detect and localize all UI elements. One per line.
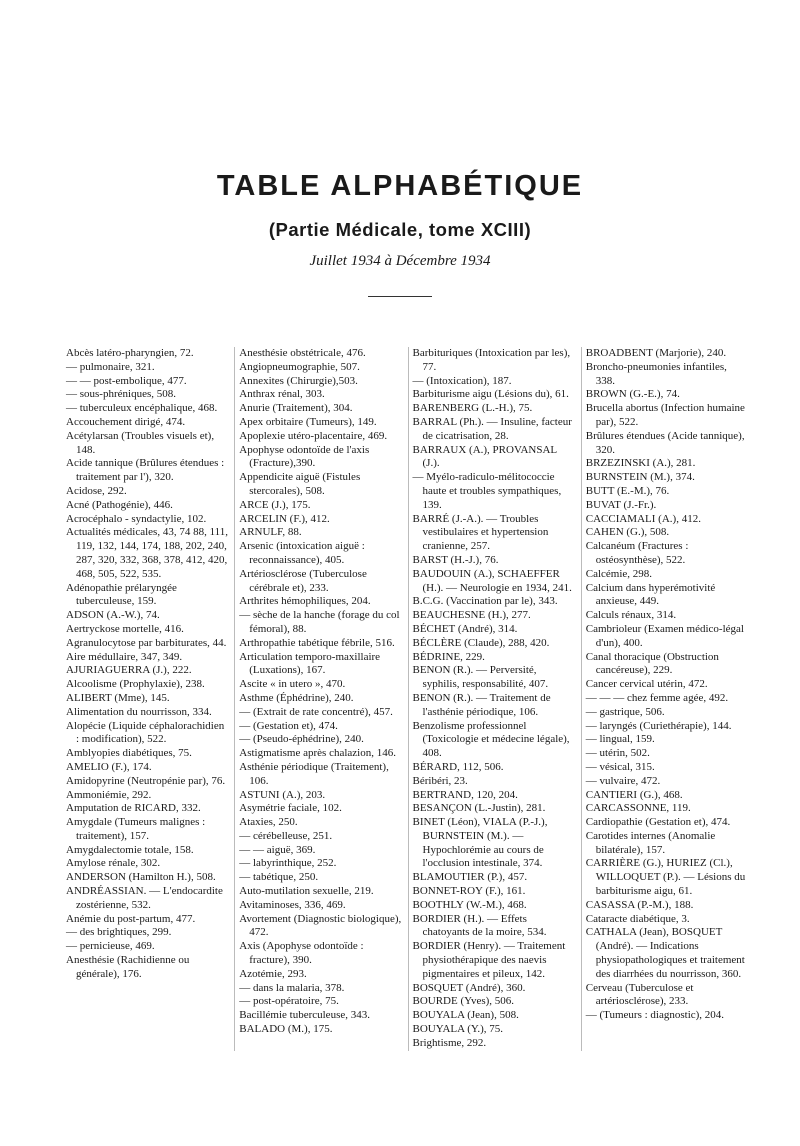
index-entry: — vulvaire, 472.: [585, 774, 661, 787]
index-entry: — sèche de la hanche (forage du col fémoral), 88.: [239, 609, 400, 635]
index-entry: BROWN (G.-E.), 74.: [585, 388, 680, 401]
index-entry: BORDIER (Henry). — Traitement physiothérapique des naevis pigmentaires et pileux, 142.: [412, 940, 566, 980]
index-entry: Amylose rénale, 302.: [66, 857, 161, 870]
index-entry: Amputation de RICARD, 332.: [66, 802, 201, 815]
index-entry: BÉDRINE, 229.: [412, 650, 485, 663]
index-entry: BAUDOUIN (A.), SCHAEFFER (H.). — Neurologie en 1934, 241.: [412, 567, 572, 594]
index-entry: Agranulocytose par barbiturates, 44.: [66, 636, 227, 649]
index-entry: — gastrique, 506.: [585, 705, 665, 718]
index-entry: Calcium dans hyperémotivité anxieuse, 449.: [585, 581, 716, 608]
index-column-1: [66, 347, 228, 1051]
page-title: TABLE ALPHABÉTIQUE: [216, 170, 584, 202]
index-entry: Angiopneumographie, 507.: [239, 360, 360, 373]
index-entry: Asthénie périodique (Traitement), 106.: [239, 760, 389, 787]
index-entry: BARRAL (Ph.). — Insuline, facteur de cicatrisation, 28.: [412, 415, 572, 442]
index-entry: Anémie du post-partum, 477.: [66, 912, 196, 925]
index-entry: Anesthésie obstétricale, 476.: [239, 347, 366, 359]
index-entry: Cerveau (Tuberculose et artériosclérose), 233.: [585, 981, 694, 1008]
index-entry: Ascite « in utero », 470.: [239, 678, 346, 691]
page-header: [0, 170, 800, 297]
index-entry: BOUYALA (Y.), 75.: [412, 1023, 504, 1036]
index-entry: Anesthésie (Rachidienne ou générale), 176.: [66, 954, 190, 980]
index-entry: Arthrites hémophiliques, 204.: [239, 595, 371, 608]
index-entry: Apex orbitaire (Tumeurs), 149.: [239, 415, 377, 428]
index-entry: — pulmonaire, 321.: [66, 360, 155, 373]
index-entry: B.C.G. (Vaccination par le), 343.: [412, 595, 558, 608]
index-entry: Amygdale (Tumeurs malignes : traitement), 157.: [66, 816, 206, 842]
index-entry: Alimentation du nourrisson, 334.: [66, 705, 212, 718]
index-entry: — laryngés (Curiethérapie), 144.: [585, 719, 732, 732]
index-entry: Ammoniémie, 292.: [66, 788, 152, 801]
index-entry: Canal thoracique (Obstruction cancéreuse), 229.: [585, 650, 719, 677]
index-entry: — (Tumeurs : diagnostic), 204.: [585, 1009, 725, 1022]
index-entry: Asthme (Éphédrine), 240.: [239, 691, 354, 704]
index-entry: — post-opératoire, 75.: [239, 995, 339, 1008]
index-entry: Azotémie, 293.: [239, 967, 307, 980]
index-entry: Carotides internes (Anomalie bilatérale), 157.: [585, 829, 716, 856]
index-entry: BARRAUX (A.), PROVANSAL (J.).: [412, 443, 557, 470]
index-entry: Acrocéphalo - syndactylie, 102.: [66, 512, 207, 525]
index-entry: Aire médullaire, 347, 349.: [66, 650, 183, 663]
index-entry: BENON (R.). — Traitement de l'asthénie périodique, 106.: [412, 691, 551, 718]
index-entry: BEAUCHESNE (H.), 277.: [412, 609, 531, 622]
index-entry: Aertryckose mortelle, 416.: [66, 622, 184, 635]
index-entry: BESANÇON (L.-Justin), 281.: [412, 802, 546, 815]
index-entry: — tabétique, 250.: [239, 871, 319, 884]
index-entry: BARRÉ (J.-A.). — Troubles vestibulaires et hypertension cranienne, 257.: [412, 512, 549, 553]
index-entry: Arsenic (intoxication aiguë : reconnaissance), 405.: [239, 540, 365, 566]
index-entry: BORDIER (H.). — Effets chatoyants de la moire, 534.: [412, 912, 547, 939]
index-entry: ARCE (J.), 175.: [239, 498, 311, 511]
index-entry: BOURDE (Yves), 506.: [412, 995, 515, 1008]
index-entry: — dans la malaria, 378.: [239, 981, 345, 994]
index-entry: BERTRAND, 120, 204.: [412, 788, 518, 801]
index-entry: BUVAT (J.-Fr.).: [585, 498, 657, 511]
index-entry: Calcanéum (Fractures : ostéosynthèse), 522.: [585, 540, 689, 566]
index-entry: BARENBERG (L.-H.), 75.: [412, 402, 533, 415]
index-entry: Accouchement dirigé, 474.: [66, 415, 186, 428]
index-entry: CANTIERI (G.), 468.: [585, 788, 683, 801]
index-entry: BLAMOUTIER (P.), 457.: [412, 871, 528, 884]
index-entry: Adénopathie prélaryngée tuberculeuse, 159.: [66, 581, 177, 608]
index-entry: Brucella abortus (Infection humaine par), 522.: [585, 402, 745, 428]
index-entry: ANDRÉASSIAN. — L'endocardite zostérienne, 532.: [66, 885, 223, 911]
index-entry: Barbituriques (Intoxication par les), 77.: [412, 347, 571, 373]
index-entry: BÉCHET (André), 314.: [412, 622, 518, 635]
index-entry: — tuberculeux encéphalique, 468.: [66, 402, 218, 415]
index-entry: CASASSA (P.-M.), 188.: [585, 898, 694, 911]
index-entry: ARCELIN (F.), 412.: [239, 512, 330, 525]
index-column-4: [581, 347, 748, 1051]
index-entry: Appendicite aiguë (Fistules stercorales), 508.: [239, 471, 361, 497]
index-entry: — pernicieuse, 469.: [66, 940, 155, 953]
index-entry: Amidopyrine (Neutropénie par), 76.: [66, 774, 226, 787]
index-entry: — labyrinthique, 252.: [239, 857, 337, 870]
index-entry: CARRIÈRE (G.), HURIEZ (Cl.), WILLOQUET (P.). — Lésions du barbiturisme aigu, 61.: [585, 857, 746, 898]
index-entry: — — post-embolique, 477.: [66, 374, 187, 387]
index-entry: AMELIO (F.), 174.: [66, 760, 152, 773]
index-entry: Anthrax rénal, 303.: [239, 388, 325, 401]
index-entry: AJURIAGUERRA (J.), 222.: [66, 664, 192, 677]
index-entry: ADSON (A.-W.), 74.: [66, 609, 160, 622]
index-entry: BONNET-ROY (F.), 161.: [412, 885, 526, 898]
index-entry: Amygdalectomie totale, 158.: [66, 843, 194, 856]
index-entry: Anurie (Traitement), 304.: [239, 402, 353, 415]
index-entry: ANDERSON (Hamilton H.), 508.: [66, 871, 216, 884]
index-entry: Arthropathie tabétique fébrile, 516.: [239, 636, 395, 649]
index-entry: CATHALA (Jean), BOSQUET (André). — Indications physiopathologiques et traitement des diarrhées du nourrisson, 360.: [585, 926, 745, 980]
title-divider: [368, 296, 432, 297]
index-entry: CACCIAMALI (A.), 412.: [585, 512, 701, 525]
index-entry: — (Pseudo-éphédrine), 240.: [239, 733, 364, 746]
index-entry: Avortement (Diagnostic biologique), 472.: [239, 912, 402, 939]
index-entry: BENON (R.). — Perversité, syphilis, responsabilité, 407.: [412, 664, 549, 691]
index-entry: Cataracte diabétique, 3.: [585, 912, 690, 925]
index-entry: ALIBERT (Mme), 145.: [66, 691, 170, 704]
index-entry: Auto-mutilation sexuelle, 219.: [239, 885, 374, 898]
index-entry: Cancer cervical utérin, 472.: [585, 678, 708, 691]
index-entry: Apophyse odontoïde de l'axis (Fracture),390.: [239, 443, 370, 470]
index-entry: Axis (Apophyse odontoïde : fracture), 390.: [239, 940, 364, 967]
index-entry: — (Gestation et), 474.: [239, 719, 338, 732]
index-entry: ARNULF, 88.: [239, 526, 302, 539]
index-columns: [66, 347, 748, 1051]
index-entry: Acné (Pathogénie), 446.: [66, 498, 173, 511]
date-range: Juillet 1934 à Décembre 1934: [309, 253, 491, 269]
index-entry: Acétylarsan (Troubles visuels et), 148.: [66, 429, 215, 456]
index-entry: Benzolisme professionnel (Toxicologie et médecine légale), 408.: [412, 719, 570, 760]
index-entry: Alcoolisme (Prophylaxie), 238.: [66, 678, 205, 691]
index-entry: Actualités médicales, 43, 74 88, 111, 119, 132, 144, 174, 188, 202, 240, 287, 320, 332, 368, 378, 412, 420, 468, 505, 522, 535.: [66, 526, 229, 580]
index-entry: Brûlures étendues (Acide tannique), 320.: [585, 429, 745, 456]
index-entry: BROADBENT (Marjorie), 240.: [585, 347, 727, 359]
index-entry: — cérébelleuse, 251.: [239, 829, 333, 842]
index-entry: — sous-phréniques, 508.: [66, 388, 176, 401]
index-entry: BÉRARD, 112, 506.: [412, 760, 504, 773]
index-entry: BURNSTEIN (M.), 374.: [585, 471, 695, 484]
index-entry: Apoplexie utéro-placentaire, 469.: [239, 429, 388, 442]
index-entry: Astigmatisme après chalazion, 146.: [239, 747, 396, 760]
index-entry: — Myélo-radiculo-mélitococcie haute et troubles sympathiques, 139.: [412, 471, 562, 511]
index-entry: BOOTHLY (W.-M.), 468.: [412, 898, 527, 911]
index-entry: CAHEN (G.), 508.: [585, 526, 670, 539]
index-entry: Alopécie (Liquide céphalorachidien : modification), 522.: [66, 719, 225, 746]
index-entry: — lingual, 159.: [585, 733, 655, 746]
index-entry: — (Extrait de rate concentré), 457.: [239, 705, 393, 718]
index-entry: Artériosclérose (Tuberculose cérébrale et), 233.: [239, 567, 367, 594]
index-entry: BALADO (M.), 175.: [239, 1023, 333, 1036]
index-entry: Amblyopies diabétiques, 75.: [66, 747, 192, 760]
index-entry: — vésical, 315.: [585, 760, 655, 773]
index-entry: BINET (Léon), VIALA (P.-J.), BURNSTEIN (M.). — Hypochlorémie au cours de l'occlusion intestinale, 374.: [412, 816, 548, 870]
index-entry: Cambrioleur (Examen médico-légal d'un), 400.: [585, 622, 744, 649]
index-entry: Articulation temporo-maxillaire (Luxations), 167.: [239, 650, 381, 677]
page-subtitle: (Partie Médicale, tome XCIII): [268, 219, 532, 240]
index-entry: Broncho-pneumonies infantiles, 338.: [585, 360, 727, 387]
index-entry: BÉCLÈRE (Claude), 288, 420.: [412, 636, 550, 649]
index-entry: BRZEZINSKI (A.), 281.: [585, 457, 696, 470]
index-column-3: [408, 347, 575, 1051]
index-column-2: [234, 347, 401, 1051]
index-entry: — — aiguë, 369.: [239, 843, 316, 856]
index-entry: — utérin, 502.: [585, 747, 650, 760]
index-entry: Acide tannique (Brûlures étendues : traitement par l'), 320.: [66, 457, 225, 484]
index-entry: Brightisme, 292.: [412, 1036, 487, 1049]
index-entry: Abcès latéro-pharyngien, 72.: [66, 347, 194, 359]
index-entry: Bacillémie tuberculeuse, 343.: [239, 1009, 370, 1022]
index-entry: — (Intoxication), 187.: [412, 374, 512, 387]
index-entry: Ataxies, 250.: [239, 816, 298, 829]
index-entry: Barbiturisme aigu (Lésions du), 61.: [412, 388, 569, 401]
index-entry: BOUYALA (Jean), 508.: [412, 1009, 519, 1022]
index-entry: Calculs rénaux, 314.: [585, 609, 677, 622]
index-entry: Asymétrie faciale, 102.: [239, 802, 342, 815]
index-entry: CARCASSONNE, 119.: [585, 802, 691, 815]
index-entry: ASTUNI (A.), 203.: [239, 788, 326, 801]
index-entry: Acidose, 292.: [66, 484, 127, 497]
index-entry: Cardiopathie (Gestation et), 474.: [585, 816, 731, 829]
index-entry: — — — chez femme agée, 492.: [585, 691, 729, 704]
index-entry: Béribéri, 23.: [412, 774, 468, 787]
index-entry: BOSQUET (André), 360.: [412, 981, 526, 994]
index-entry: BARST (H.-J.), 76.: [412, 553, 499, 566]
index-entry: Calcémie, 298.: [585, 567, 653, 580]
index-entry: Avitaminoses, 336, 469.: [239, 898, 346, 911]
index-entry: BUTT (E.-M.), 76.: [585, 484, 670, 497]
index-entry: — des brightiques, 299.: [66, 926, 172, 939]
index-entry: Annexites (Chirurgie),503.: [239, 374, 358, 387]
